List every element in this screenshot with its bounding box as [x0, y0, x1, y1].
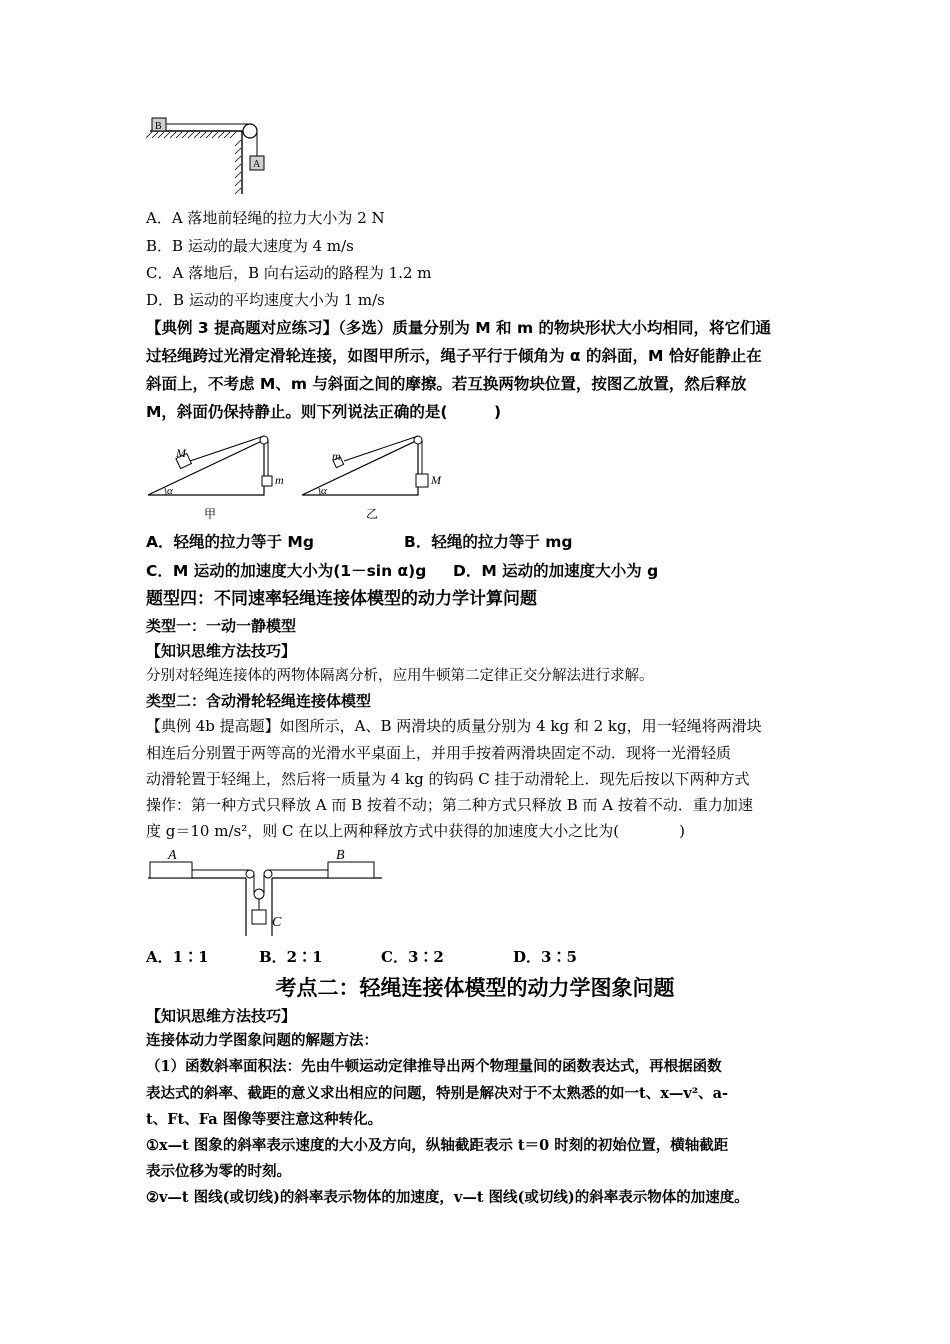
graph-line-3: t、Ft、Fa 图像等要注意这种转化。 — [146, 1111, 383, 1128]
graph-line-6: ②v—t 图线(或切线)的斜率表示物体的加速度，v—t 图线(或切线)的斜率表示物体的加速度。 — [146, 1189, 749, 1206]
q2-stem-line-4: M，斜面仍保持静止。则下列说法正确的是( ) — [146, 403, 502, 421]
q2-option-a: A．轻绳的拉力等于 Mg — [146, 533, 314, 551]
figure-inclines — [146, 428, 466, 523]
figure-moving-pulley — [146, 844, 386, 940]
pulley-icon — [243, 124, 257, 138]
method-label: 【知识思维方法技巧】 — [146, 642, 297, 660]
label-c-3: C — [272, 915, 282, 930]
graph-intro: 连接体动力学图象问题的解题方法： — [146, 1032, 378, 1049]
q3-option-d: D．3∶5 — [513, 948, 577, 966]
q3-stem-line-5: 度 g＝10 m/s²，则 C 在以上两种释放方式中获得的加速度大小之比为( ) — [146, 822, 685, 840]
moving-pulley-icon — [254, 889, 264, 899]
label-b: B — [155, 121, 162, 132]
yi-label-top: m — [332, 449, 341, 463]
label-a: A — [253, 159, 261, 170]
q2-stem-line-2: 过轻绳跨过光滑定滑轮连接，如图甲所示，绳子平行于倾角为 α 的斜面，M 恰好能静止在 — [146, 347, 762, 365]
q2-stem-line-1: 【典例 3 提高题对应练习】（多选）质量分别为 M 和 m 的物块形状大小均相同，将它们通 — [146, 319, 771, 337]
incline-jia — [148, 436, 284, 521]
jia-label-hang: m — [275, 473, 284, 487]
block-c-3 — [252, 910, 266, 924]
block-a-3 — [150, 862, 192, 878]
kaodian-title: 考点二：轻绳连接体模型的动力学图象问题 — [275, 976, 675, 1000]
yi-label-angle: α — [321, 485, 327, 497]
jia-caption: 甲 — [204, 507, 217, 521]
q2-option-b: B．轻绳的拉力等于 mg — [404, 533, 573, 551]
q3-stem-line-3: 动滑轮置于轻绳上，然后将一质量为 4 kg 的钩码 C 挂于动滑轮上．现先后按以下两种方式 — [146, 770, 750, 788]
section-4-title: 题型四：不同速率轻绳连接体模型的动力学计算问题 — [146, 589, 537, 609]
q3-option-c: C．3∶2 — [381, 948, 444, 966]
q3-stem-line-4: 操作：第一种方式只释放 A 而 B 按着不动；第二种方式只释放 B 而 A 按着不动．重力加速 — [146, 796, 753, 814]
type-2-heading: 类型二：含动滑轮轻绳连接体模型 — [146, 692, 372, 710]
block-b-3 — [328, 862, 374, 878]
incline-yi — [302, 436, 442, 521]
method-label-2: 【知识思维方法技巧】 — [146, 1007, 297, 1025]
label-a-3: A — [168, 848, 177, 863]
graph-line-5: 表示位移为零的时刻。 — [146, 1163, 291, 1180]
graph-line-1: （1）函数斜率面积法：先由牛顿运动定律推导出两个物理量间的函数表达式，再根据函数 — [146, 1058, 722, 1075]
graph-line-4: ①x—t 图象的斜率表示速度的大小及方向，纵轴截距表示 t＝0 时刻的初始位置，横轴截距 — [146, 1137, 729, 1154]
type-1-heading: 类型一：一动一静模型 — [146, 617, 297, 635]
q2-stem-line-3: 斜面上，不考虑 M、m 与斜面之间的摩擦。若互换两物块位置，按图乙放置，然后释放 — [146, 375, 747, 393]
figure-table-pulley — [146, 114, 276, 196]
q3-stem-line-2: 相连后分别置于两等高的光滑水平桌面上，并用手按着两滑块固定不动．现将一光滑轻质 — [146, 744, 732, 762]
label-b-3: B — [336, 848, 345, 863]
q1-option-b: B．B 运动的最大速度为 4 m/s — [146, 237, 354, 255]
q2-option-c: C．M 运动的加速度大小为(1－sin α)g — [146, 562, 427, 580]
yi-caption: 乙 — [366, 507, 379, 521]
q2-option-d: D．M 运动的加速度大小为 g — [453, 562, 659, 580]
q3-option-a: A．1∶1 — [146, 948, 209, 966]
jia-label-top: M — [176, 446, 186, 460]
q1-option-d: D．B 运动的平均速度大小为 1 m/s — [146, 291, 385, 309]
yi-label-hang: M — [431, 473, 441, 487]
type-1-text: 分别对轻绳连接体的两物体隔离分析，应用牛顿第二定律正交分解法进行求解。 — [146, 668, 654, 684]
jia-label-angle: α — [167, 485, 173, 497]
graph-line-2: 表达式的斜率、截距的意义求出相应的问题，特别是解决对于不太熟悉的如一t、x—v²、a- — [146, 1085, 729, 1102]
q3-stem-line-1: 【典例 4b 提高题】如图所示，A、B 两滑块的质量分别为 4 kg 和 2 kg，用一轻绳将两滑块 — [146, 717, 762, 735]
q1-option-c: C．A 落地后，B 向右运动的路程为 1.2 m — [146, 264, 432, 282]
q3-option-b: B．2∶1 — [259, 948, 323, 966]
q1-option-a: A．A 落地前轻绳的拉力大小为 2 N — [146, 209, 385, 227]
